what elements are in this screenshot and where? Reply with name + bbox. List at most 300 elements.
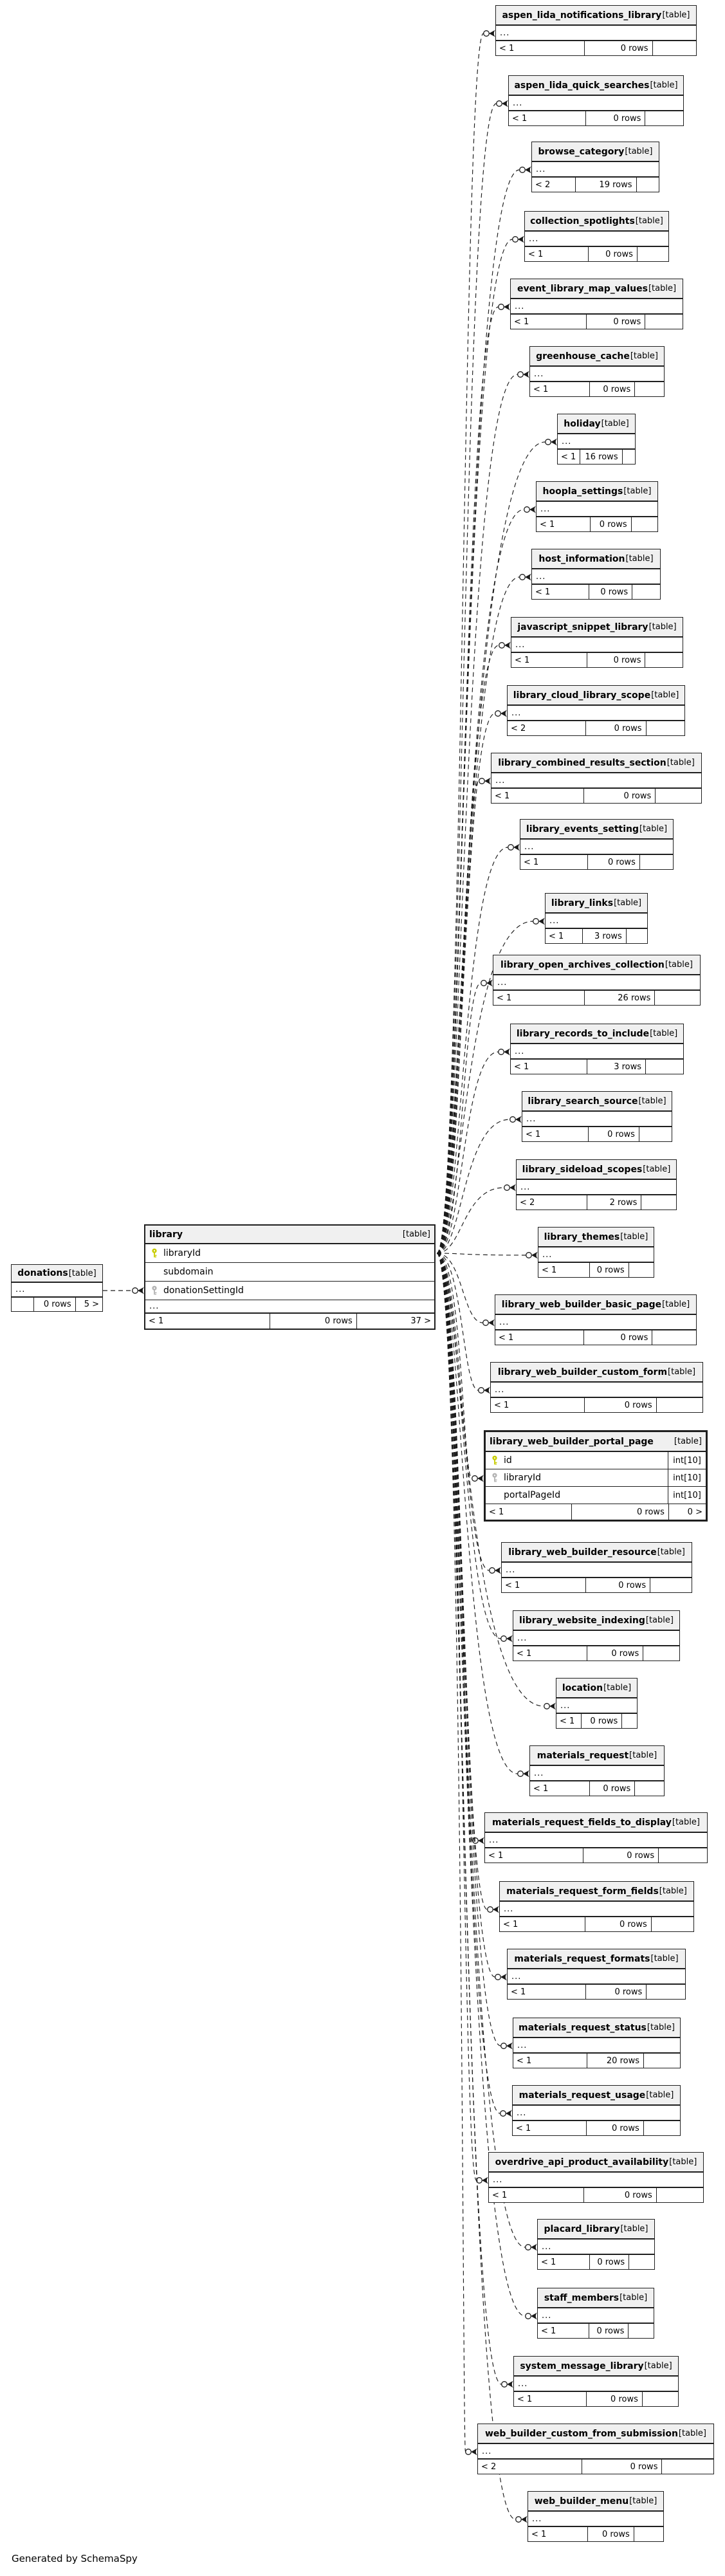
child-count bbox=[658, 1848, 707, 1863]
table-footer bbox=[508, 1985, 685, 1999]
parent-count: < 1 bbox=[517, 2394, 533, 2404]
row-count: 0 rows bbox=[589, 2255, 629, 2269]
table-columns-ellipsis: ... bbox=[530, 367, 664, 382]
table-tag: [table] bbox=[669, 2157, 697, 2167]
table-name: materials_request_status bbox=[519, 2022, 647, 2033]
table-tag: [table] bbox=[650, 1029, 678, 1038]
table-tag: [table] bbox=[668, 1367, 696, 1377]
parent-count: < 1 bbox=[494, 1400, 509, 1410]
parent-count: < 1 bbox=[495, 791, 510, 801]
table-columns-ellipsis: ... bbox=[525, 232, 668, 247]
table-box-library_sideload_scopes[interactable] bbox=[516, 1159, 677, 1210]
child-count bbox=[629, 2255, 654, 2269]
table-name: library_website_indexing bbox=[519, 1615, 645, 1626]
table-columns-ellipsis: ... bbox=[522, 1112, 672, 1127]
foreign-key-icon bbox=[491, 1473, 499, 1483]
child-count: 37 > bbox=[356, 1314, 434, 1329]
table-box-aspen_lida_notifications_library[interactable] bbox=[495, 5, 697, 56]
row-count: 0 rows bbox=[585, 1578, 650, 1592]
parent-count: < 1 bbox=[535, 587, 551, 597]
row-count: 20 rows bbox=[587, 2054, 643, 2068]
table-columns-ellipsis: ... bbox=[500, 1902, 693, 1917]
table-box-library[interactable] bbox=[144, 1224, 436, 1330]
table-footer bbox=[509, 111, 683, 125]
table-footer bbox=[491, 789, 701, 803]
parent-count: < 2 bbox=[511, 723, 526, 733]
table-tag: [table] bbox=[635, 216, 663, 226]
table-box-placard_library[interactable] bbox=[537, 2219, 655, 2270]
table-name: library_themes bbox=[544, 1231, 620, 1242]
table-name: collection_spotlights bbox=[530, 216, 635, 226]
child-count bbox=[637, 247, 668, 261]
parent-count: < 1 bbox=[497, 993, 512, 1003]
row-count: 0 rows bbox=[588, 247, 637, 261]
table-box-library_web_builder_basic_page[interactable] bbox=[495, 1294, 697, 1345]
key-cell bbox=[486, 1473, 504, 1483]
table-box-library_themes[interactable] bbox=[538, 1227, 654, 1278]
primary-key-icon bbox=[491, 1455, 499, 1466]
table-tag: [table] bbox=[625, 147, 653, 156]
table-tag: [table] bbox=[662, 1300, 690, 1309]
table-box-aspen_lida_quick_searches[interactable] bbox=[508, 75, 684, 126]
table-box-donations[interactable] bbox=[11, 1264, 103, 1312]
table-box-location[interactable] bbox=[556, 1678, 638, 1729]
table-box-library_combined_results_section[interactable] bbox=[491, 753, 702, 804]
parent-count: < 1 bbox=[533, 384, 549, 394]
table-tag: [table] bbox=[614, 898, 642, 908]
table-tag: [table] bbox=[646, 2090, 674, 2100]
table-box-materials_request_status[interactable] bbox=[513, 2018, 681, 2068]
parent-count: < 1 bbox=[528, 249, 544, 259]
column-row-id bbox=[486, 1452, 706, 1469]
table-columns-ellipsis: ... bbox=[513, 2038, 680, 2054]
table-tag: [table] bbox=[639, 824, 668, 834]
table-name: materials_request_fields_to_display bbox=[492, 1817, 672, 1828]
table-box-materials_request_fields_to_display[interactable] bbox=[484, 1812, 708, 1863]
table-columns-ellipsis: ... bbox=[511, 638, 683, 653]
table-tag: [table] bbox=[625, 554, 654, 564]
table-columns-ellipsis: ... bbox=[478, 2444, 713, 2460]
parent-count: < 1 bbox=[512, 113, 528, 124]
table-footer bbox=[558, 450, 635, 464]
row-count: 0 rows bbox=[586, 2392, 642, 2406]
table-box-materials_request[interactable] bbox=[529, 1745, 665, 1796]
table-box-library_web_builder_portal_page[interactable] bbox=[484, 1430, 708, 1522]
table-columns-ellipsis: ... bbox=[485, 1833, 707, 1848]
table-tag: [table] bbox=[657, 1547, 685, 1557]
table-tag: [table] bbox=[402, 1229, 430, 1239]
child-count bbox=[645, 111, 683, 125]
key-cell bbox=[145, 1285, 163, 1296]
child-count bbox=[639, 1127, 672, 1141]
table-box-javascript_snippet_library[interactable] bbox=[511, 617, 683, 668]
table-tag: [table] bbox=[601, 419, 629, 428]
table-box-hoopla_settings[interactable] bbox=[536, 481, 658, 532]
table-name: library_events_setting bbox=[526, 823, 639, 834]
row-count: 0 rows bbox=[571, 1504, 668, 1520]
row-count: 0 rows bbox=[583, 789, 655, 803]
table-tag: [table] bbox=[645, 1615, 674, 1625]
child-count bbox=[639, 855, 673, 869]
row-count: 0 rows bbox=[586, 2121, 643, 2135]
row-count: 0 rows bbox=[585, 1985, 646, 1999]
parent-count: < 1 bbox=[514, 317, 529, 327]
row-count: 0 rows bbox=[583, 1330, 652, 1345]
table-tag: [table] bbox=[629, 1751, 657, 1760]
row-count: 0 rows bbox=[587, 1646, 643, 1661]
child-count bbox=[645, 653, 683, 667]
table-name: donations bbox=[17, 1268, 68, 1278]
table-columns-ellipsis: ... bbox=[491, 773, 701, 789]
table-columns-ellipsis: ... bbox=[538, 2308, 654, 2324]
table-box-event_library_map_values[interactable] bbox=[510, 279, 683, 329]
table-tag: [table] bbox=[630, 351, 658, 361]
table-box-holiday[interactable] bbox=[557, 414, 636, 465]
parent-count: < 1 bbox=[488, 1850, 504, 1861]
table-tag: [table] bbox=[651, 690, 679, 700]
child-count bbox=[626, 929, 647, 943]
table-columns-ellipsis: ... bbox=[502, 1563, 692, 1578]
child-count bbox=[652, 41, 696, 55]
child-count bbox=[656, 1398, 702, 1412]
table-footer bbox=[530, 1781, 664, 1796]
table-footer bbox=[513, 2121, 680, 2135]
table-tag: [table] bbox=[620, 2224, 648, 2234]
table-footer bbox=[537, 517, 657, 531]
table-tag: [table] bbox=[603, 1683, 632, 1693]
table-tag: [table] bbox=[672, 1817, 700, 1827]
row-count: 3 rows bbox=[582, 929, 626, 943]
row-count: 0 rows bbox=[583, 1848, 658, 1863]
table-name: placard_library bbox=[544, 2223, 620, 2234]
table-box-library_records_to_include[interactable] bbox=[510, 1024, 684, 1074]
table-box-library_web_builder_custom_form[interactable] bbox=[490, 1362, 703, 1413]
table-columns-ellipsis: ... bbox=[530, 1766, 664, 1781]
child-count bbox=[643, 1646, 679, 1661]
table-name: holiday bbox=[564, 418, 601, 429]
column-row-libraryId bbox=[145, 1244, 434, 1263]
child-count bbox=[631, 517, 657, 531]
child-count bbox=[641, 1195, 676, 1210]
table-footer bbox=[502, 1578, 692, 1592]
table-box-library_web_builder_resource[interactable] bbox=[501, 1542, 692, 1593]
column-name: libraryId bbox=[504, 1473, 542, 1483]
table-footer bbox=[491, 1398, 702, 1412]
child-count bbox=[629, 1263, 654, 1277]
child-count bbox=[634, 1781, 664, 1796]
table-box-materials_request_formats[interactable] bbox=[507, 1949, 686, 2000]
table-footer bbox=[511, 315, 683, 329]
table-footer bbox=[532, 178, 659, 192]
table-footer bbox=[513, 2054, 680, 2068]
column-name: libraryId bbox=[163, 1248, 201, 1258]
parent-count: < 1 bbox=[549, 931, 564, 941]
row-count: 0 rows bbox=[581, 1714, 622, 1728]
table-tag: [table] bbox=[629, 2496, 657, 2506]
parent-count: < 1 bbox=[541, 2257, 556, 2267]
child-count bbox=[634, 2527, 663, 2541]
table-tag: [table] bbox=[665, 960, 693, 970]
child-count bbox=[656, 2188, 703, 2202]
table-tag: [table] bbox=[643, 1164, 671, 1174]
table-name: web_builder_custom_from_submission bbox=[485, 2428, 678, 2439]
table-box-staff_members[interactable] bbox=[537, 2288, 654, 2339]
row-count: 2 rows bbox=[587, 1195, 641, 1210]
table-box-library_events_setting[interactable] bbox=[520, 819, 674, 870]
table-footer bbox=[538, 2255, 654, 2269]
table-footer bbox=[485, 1848, 707, 1863]
key-cell bbox=[145, 1248, 163, 1258]
table-footer bbox=[538, 1263, 654, 1277]
table-name: browse_category bbox=[538, 146, 625, 157]
table-name: materials_request_formats bbox=[514, 1953, 650, 1964]
table-name: event_library_map_values bbox=[517, 283, 648, 294]
parent-count: < 1 bbox=[533, 1783, 549, 1794]
parent-count: < 1 bbox=[517, 1648, 532, 1659]
column-type: int[10] bbox=[668, 1452, 706, 1469]
table-name: library_web_builder_resource bbox=[508, 1547, 657, 1558]
row-count: 0 rows bbox=[585, 1917, 650, 1931]
table-tag: [table] bbox=[647, 2023, 675, 2032]
table-name: greenhouse_cache bbox=[536, 351, 630, 362]
table-columns-ellipsis: ... bbox=[495, 1315, 696, 1330]
table-footer bbox=[520, 855, 673, 869]
row-count: 0 rows bbox=[589, 1263, 629, 1277]
table-columns-ellipsis: ... bbox=[538, 2240, 654, 2255]
table-columns-ellipsis: ... bbox=[145, 1300, 434, 1314]
row-count: 0 rows bbox=[586, 315, 645, 329]
table-tag: [table] bbox=[620, 1232, 648, 1242]
table-columns-ellipsis: ... bbox=[491, 1383, 702, 1398]
table-name: library_open_archives_collection bbox=[500, 959, 665, 970]
table-footer bbox=[522, 1127, 672, 1141]
table-name: javascript_snippet_library bbox=[517, 621, 648, 632]
row-count: 0 rows bbox=[585, 111, 645, 125]
column-type: int[10] bbox=[668, 1487, 706, 1504]
row-count: 0 rows bbox=[270, 1314, 356, 1329]
column-row-subdomain bbox=[145, 1263, 434, 1282]
table-footer bbox=[525, 247, 668, 261]
child-count bbox=[646, 721, 685, 735]
parent-count: < 1 bbox=[503, 1919, 519, 1929]
table-footer bbox=[528, 2527, 663, 2541]
table-name: library bbox=[149, 1229, 183, 1240]
parent-count: < 1 bbox=[514, 1062, 529, 1072]
row-count: 0 rows bbox=[582, 2460, 661, 2474]
row-count: 0 rows bbox=[587, 2527, 633, 2541]
table-box-web_builder_custom_from_submission[interactable] bbox=[477, 2424, 714, 2474]
table-footer bbox=[478, 2460, 713, 2474]
row-count: 26 rows bbox=[584, 991, 654, 1005]
table-footer bbox=[514, 2392, 678, 2406]
parent-count: < 1 bbox=[511, 1987, 526, 1997]
table-box-greenhouse_cache[interactable] bbox=[529, 346, 665, 397]
table-footer bbox=[538, 2324, 654, 2338]
table-columns-ellipsis: ... bbox=[508, 706, 684, 721]
table-tag: [table] bbox=[659, 1886, 687, 1896]
table-name: aspen_lida_notifications_library bbox=[502, 10, 662, 21]
table-box-collection_spotlights[interactable] bbox=[524, 211, 669, 262]
parent-count: < 1 bbox=[499, 1332, 514, 1343]
primary-key-icon bbox=[151, 1248, 158, 1258]
table-name: materials_request bbox=[537, 1750, 629, 1761]
key-cell bbox=[486, 1455, 504, 1466]
foreign-key-icon bbox=[151, 1285, 158, 1296]
table-name: aspen_lida_quick_searches bbox=[514, 80, 650, 91]
parent-count: < 1 bbox=[560, 1716, 575, 1726]
table-footer bbox=[513, 1646, 679, 1661]
table-name: location bbox=[562, 1682, 603, 1693]
table-footer bbox=[500, 1917, 693, 1931]
table-box-materials_request_form_fields[interactable] bbox=[499, 1881, 694, 1932]
child-count bbox=[642, 2392, 678, 2406]
table-box-library_website_indexing[interactable] bbox=[513, 1610, 680, 1661]
table-footer bbox=[546, 929, 647, 943]
table-columns-ellipsis: ... bbox=[537, 502, 657, 517]
table-tag: [table] bbox=[623, 486, 652, 496]
table-box-system_message_library[interactable] bbox=[513, 2356, 679, 2407]
child-count bbox=[655, 789, 701, 803]
table-tag: [table] bbox=[619, 2293, 648, 2303]
table-footer bbox=[530, 382, 664, 396]
table-columns-ellipsis: ... bbox=[528, 2512, 663, 2527]
child-count bbox=[651, 1917, 693, 1931]
child-count bbox=[646, 1985, 685, 1999]
child-count bbox=[652, 1330, 696, 1345]
table-box-library_open_archives_collection[interactable] bbox=[493, 955, 701, 1006]
table-footer bbox=[511, 653, 683, 667]
parent-count: < 1 bbox=[561, 452, 576, 462]
row-count: 19 rows bbox=[575, 178, 636, 192]
column-type: int[10] bbox=[668, 1469, 706, 1486]
table-name: staff_members bbox=[544, 2292, 619, 2303]
row-count: 0 rows bbox=[588, 1127, 639, 1141]
column-row-portalPageId bbox=[486, 1487, 706, 1504]
row-count: 0 rows bbox=[590, 517, 631, 531]
row-count: 0 rows bbox=[589, 2324, 628, 2338]
child-count bbox=[643, 2121, 680, 2135]
table-name: web_builder_menu bbox=[534, 2496, 629, 2507]
table-columns-ellipsis: ... bbox=[532, 569, 660, 585]
table-box-web_builder_menu[interactable] bbox=[528, 2491, 664, 2542]
table-columns-ellipsis: ... bbox=[546, 914, 647, 929]
child-count bbox=[622, 450, 635, 464]
table-columns-ellipsis: ... bbox=[496, 26, 696, 41]
table-tag: [table] bbox=[666, 758, 695, 768]
table-tag: [table] bbox=[644, 2361, 672, 2371]
parent-count: < 1 bbox=[499, 43, 515, 53]
table-footer bbox=[145, 1314, 434, 1329]
child-count bbox=[636, 178, 659, 192]
row-count: 3 rows bbox=[587, 1060, 645, 1074]
table-footer bbox=[489, 2188, 703, 2202]
table-name: library_web_builder_custom_form bbox=[497, 1366, 668, 1377]
table-tag: [table] bbox=[68, 1268, 96, 1278]
parent-count: < 1 bbox=[515, 655, 530, 665]
column-name: subdomain bbox=[163, 1267, 214, 1277]
parent-count: < 1 bbox=[540, 519, 555, 529]
row-count: 0 rows bbox=[584, 41, 652, 55]
table-tag: [table] bbox=[650, 1954, 679, 1964]
column-row-libraryId bbox=[486, 1469, 706, 1487]
table-footer bbox=[517, 1195, 676, 1210]
table-columns-ellipsis: ... bbox=[511, 1044, 683, 1060]
generator-note: Generated by SchemaSpy bbox=[12, 2553, 138, 2564]
table-name: materials_request_usage bbox=[519, 2090, 646, 2101]
table-box-overdrive_api_product_availability[interactable] bbox=[488, 2152, 704, 2203]
table-tag: [table] bbox=[674, 1437, 702, 1446]
table-columns-ellipsis: ... bbox=[489, 2173, 703, 2188]
table-tag: [table] bbox=[648, 622, 677, 632]
table-tag: [table] bbox=[650, 80, 678, 90]
table-box-library_search_source[interactable] bbox=[522, 1091, 672, 1142]
child-count bbox=[621, 1714, 637, 1728]
parent-count: < 1 bbox=[489, 1507, 504, 1517]
table-box-host_information[interactable] bbox=[531, 549, 661, 600]
row-count: 0 rows bbox=[585, 721, 646, 735]
child-count bbox=[643, 2054, 680, 2068]
row-count: 0 rows bbox=[587, 855, 639, 869]
row-count: 0 rows bbox=[33, 1298, 75, 1311]
table-footer bbox=[511, 1060, 683, 1074]
table-tag: [table] bbox=[662, 10, 690, 20]
table-tag: [table] bbox=[648, 284, 677, 293]
row-count: 0 rows bbox=[584, 1398, 656, 1412]
child-count bbox=[634, 382, 664, 396]
child-count bbox=[661, 2460, 713, 2474]
parent-count: < 1 bbox=[531, 2529, 547, 2539]
parent-count: < 1 bbox=[542, 1265, 557, 1275]
column-name: donationSettingId bbox=[163, 1285, 244, 1296]
row-count: 0 rows bbox=[587, 653, 645, 667]
table-box-library_cloud_library_scope[interactable] bbox=[507, 685, 685, 736]
table-name: system_message_library bbox=[520, 2360, 644, 2371]
table-columns-ellipsis: ... bbox=[514, 2377, 678, 2392]
child-count bbox=[650, 1578, 692, 1592]
child-count: 0 > bbox=[668, 1504, 706, 1520]
child-count: 5 > bbox=[75, 1298, 102, 1311]
row-count: 0 rows bbox=[589, 1781, 635, 1796]
parent-count: < 1 bbox=[505, 1580, 520, 1590]
table-box-library_links[interactable] bbox=[545, 893, 648, 944]
table-box-materials_request_usage[interactable] bbox=[512, 2085, 681, 2136]
child-count bbox=[628, 2324, 654, 2338]
table-footer bbox=[486, 1504, 706, 1520]
table-name: library_search_source bbox=[528, 1096, 638, 1107]
table-name: hoopla_settings bbox=[542, 486, 623, 497]
table-columns-ellipsis: ... bbox=[513, 2106, 680, 2121]
table-columns-ellipsis: ... bbox=[538, 1247, 654, 1263]
child-count bbox=[632, 585, 660, 599]
table-columns-ellipsis: ... bbox=[513, 1631, 679, 1646]
table-columns-ellipsis: ... bbox=[558, 434, 635, 450]
table-box-browse_category[interactable] bbox=[531, 142, 659, 192]
table-columns-ellipsis: ... bbox=[517, 1180, 676, 1195]
table-tag: [table] bbox=[678, 2429, 706, 2438]
table-footer bbox=[508, 721, 684, 735]
parent-count bbox=[12, 1298, 33, 1311]
table-footer bbox=[532, 585, 660, 599]
parent-count: < 1 bbox=[149, 1316, 164, 1326]
table-name: materials_request_form_fields bbox=[506, 1886, 659, 1897]
parent-count: < 2 bbox=[481, 2461, 497, 2472]
column-name: portalPageId bbox=[504, 1490, 561, 1500]
child-count bbox=[645, 315, 683, 329]
parent-count: < 1 bbox=[516, 2123, 531, 2133]
table-name: library_combined_results_section bbox=[498, 757, 666, 768]
table-columns-ellipsis: ... bbox=[556, 1698, 637, 1714]
table-name: library_web_builder_portal_page bbox=[490, 1436, 654, 1447]
